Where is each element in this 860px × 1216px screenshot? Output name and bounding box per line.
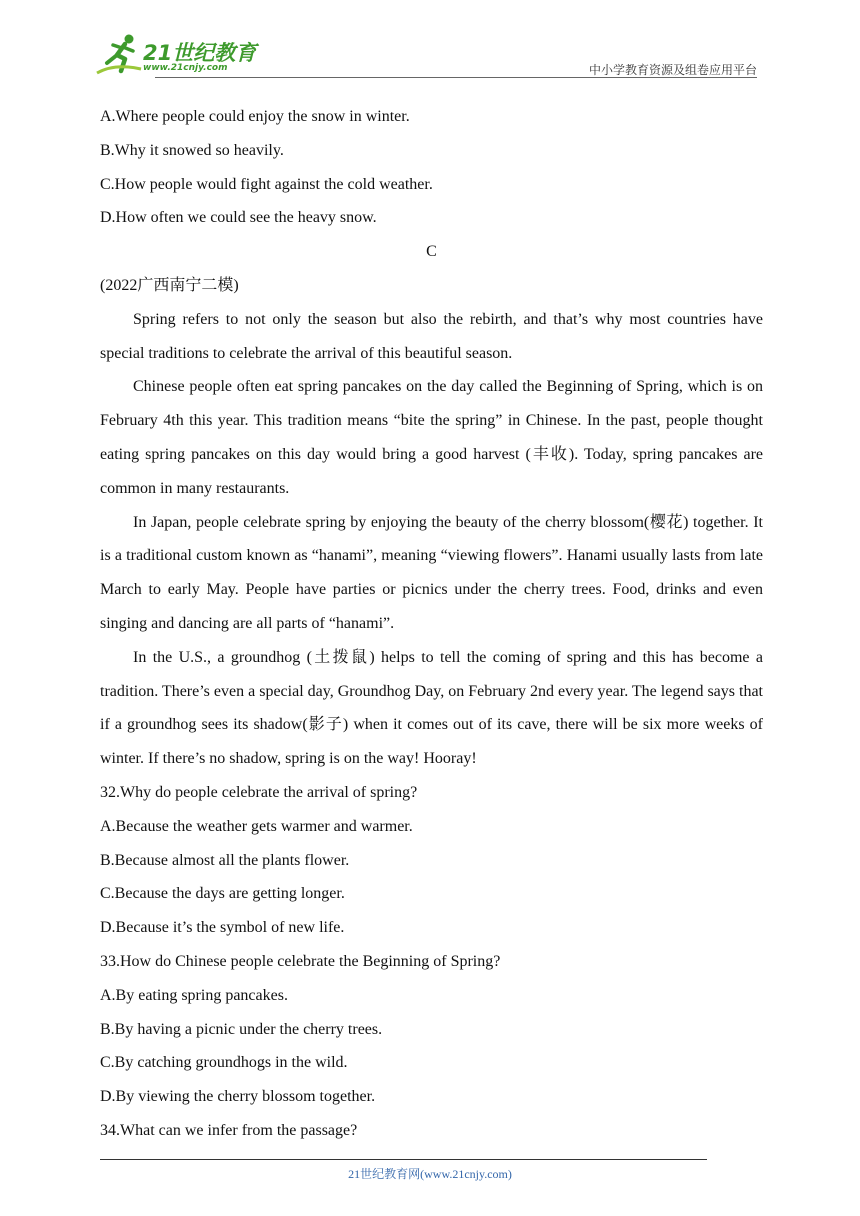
section-label: C xyxy=(426,243,437,261)
paragraph-2: Chinese people often eat spring pancakes on the day called the Beginning of Spring, which is on February 4th this year. This tradition means “bite the spring” in Chinese. In the past, people thought eating spring pancakes on this day would bring a good harvest (丰收). Today, spring pancakes are common in many restaurants. xyxy=(100,378,763,497)
prev-option-b: B.Why it snowed so heavily. xyxy=(100,141,284,159)
question-33: 33.How do Chinese people celebrate the Beginning of Spring? xyxy=(100,952,501,970)
source-note: (2022广西南宁二模) xyxy=(100,276,239,294)
paragraph-3: In Japan, people celebrate spring by enjoying the beauty of the cherry blossom(樱花) together. It is a traditional custom known as “hanami”, meaning “viewing flowers”. Hanami usually lasts from late March to early May. People have parties or picnics under the cherry trees. Food, drinks and even singing and dancing are all parts of “hanami”. xyxy=(100,513,763,632)
prev-option-c: C.How people would fight against the cold weather. xyxy=(100,175,433,193)
site-logo[interactable] xyxy=(95,33,265,77)
header-divider xyxy=(155,77,757,78)
q32-option-b: B.Because almost all the plants flower. xyxy=(100,851,350,869)
logo-url: www.21cnjy.com xyxy=(143,63,228,73)
header-platform-name: 中小学教育资源及组卷应用平台 xyxy=(588,63,757,77)
q33-option-a: A.By eating spring pancakes. xyxy=(100,986,288,1004)
runner-logo-icon xyxy=(95,33,143,77)
prev-option-d: D.How often we could see the heavy snow. xyxy=(100,209,377,227)
q32-option-c: C.Because the days are getting longer. xyxy=(100,885,345,903)
question-32: 32.Why do people celebrate the arrival of spring? xyxy=(100,783,418,801)
page-header xyxy=(95,33,757,79)
document-body xyxy=(100,100,763,1148)
q33-option-d: D.By viewing the cherry blossom together. xyxy=(100,1088,376,1106)
paragraph-1: Spring refers to not only the season but also the rebirth, and that’s why most countries have special traditions to celebrate the arrival of this beautiful season. xyxy=(100,310,763,362)
footer-divider xyxy=(100,1159,707,1160)
paragraph-4: In the U.S., a groundhog (土拨鼠) helps to tell the coming of spring and this has become a tradition. There’s even a special day, Groundhog Day, on February 2nd every year. The legend says that if a groundhog sees its shadow(影子) when it comes out of its cave, there will be six more weeks of winter. If there’s no shadow, spring is on the way! Hooray! xyxy=(100,648,763,768)
footer-link[interactable]: 21世纪教育网(www.21cnjy.com) xyxy=(348,1167,512,1181)
q32-option-a: A.Because the weather gets warmer and warmer. xyxy=(100,817,413,835)
question-34: 34.What can we infer from the passage? xyxy=(100,1121,358,1139)
q33-option-c: C.By catching groundhogs in the wild. xyxy=(100,1054,348,1072)
q33-option-b: B.By having a picnic under the cherry trees. xyxy=(100,1020,383,1038)
logo-text: 21世纪教育 xyxy=(143,41,257,65)
q32-option-d: D.Because it’s the symbol of new life. xyxy=(100,919,345,937)
prev-option-a: A.Where people could enjoy the snow in winter. xyxy=(100,108,410,125)
